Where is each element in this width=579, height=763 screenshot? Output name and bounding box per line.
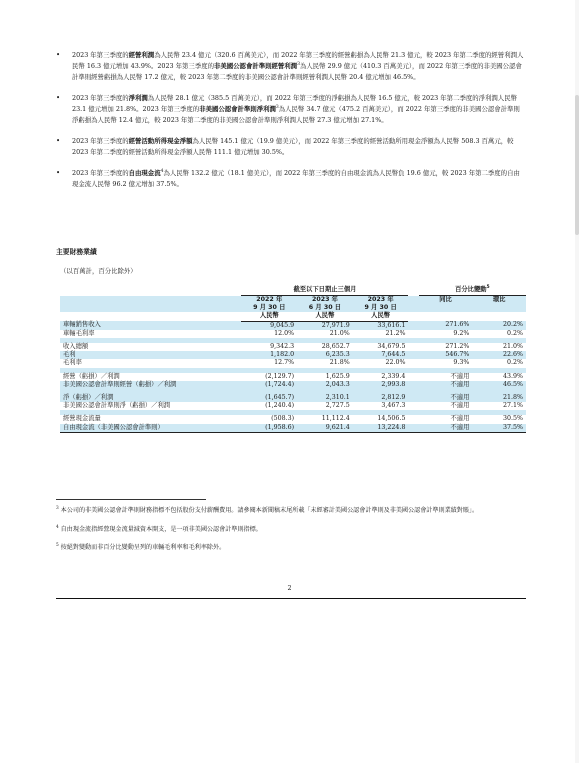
bullet-text: 為人民幣 23.4 億元（320.6 百萬美元），而 2022 年第三季度的經營虧損為人民幣 21.3 億元，較 2023 年第二季度的經營利潤人民幣 16.3 億元增加 43.9%。2023 年第三季度的 bbox=[72, 51, 524, 70]
cell-value: 2,812.9 bbox=[353, 394, 409, 402]
row-label: 收入總額 bbox=[63, 343, 89, 351]
bullet-text: 為人民幣 29.9 億元（410.3 百萬美元），而 2022 年第三季度的非美國公認會計準則經營虧損為人民幣 17.2 億元，較 2023 年第二季度的非美國公認會計準則經營利潤人民幣 20.4 億元增加 46.5%。 bbox=[72, 62, 522, 81]
bullet-text: 2023 年第三季度的 bbox=[72, 51, 129, 59]
cell-value: 34,679.5 bbox=[377, 343, 406, 351]
period-currency: 人民幣 bbox=[241, 312, 297, 321]
bullet-bold-term: 經營利潤 bbox=[128, 51, 155, 59]
unit-note: （以百萬計，百分比除外） bbox=[60, 267, 137, 275]
period-group-header: 截至以下日期止三個月 bbox=[241, 285, 408, 296]
cell-value: 12.0% bbox=[274, 329, 295, 337]
cell-qoq: 0.2% bbox=[507, 329, 523, 337]
footnote-3 bbox=[56, 506, 526, 517]
cell-qoq: 21.0% bbox=[502, 343, 523, 351]
bullet-free-cash-flow bbox=[56, 168, 526, 190]
cell-yoy: 不適用 bbox=[450, 372, 470, 380]
period-currency: 人民幣 bbox=[353, 312, 409, 321]
bullet-operating-cash bbox=[56, 136, 526, 158]
cell-value: 9,045.9 bbox=[241, 321, 297, 330]
table-row bbox=[60, 343, 526, 351]
bullet-text: 2023 年第三季度的 bbox=[72, 137, 129, 145]
scrollbar-thumb[interactable] bbox=[575, 95, 579, 235]
table-row bbox=[60, 321, 526, 330]
table-row bbox=[60, 381, 526, 389]
cell-yoy: 不適用 bbox=[419, 424, 473, 433]
cell-value: 13,224.8 bbox=[353, 424, 409, 433]
footnote-number: 5 bbox=[56, 542, 59, 548]
cell-value: (2,129.7) bbox=[265, 372, 295, 380]
bullet-operating-profit bbox=[56, 50, 526, 83]
period-date: 9 月 30 日 bbox=[241, 304, 297, 312]
cell-yoy: 不適用 bbox=[450, 402, 470, 410]
bullet-text: 為人民幣 132.2 億元（18.1 億美元），而 2022 年第三季度的自由現金流為人民幣負 19.6 億元，較 2023 年第二季度的自由現金流人民幣 96.2 億元增加 37.5%。 bbox=[72, 169, 520, 188]
footnotes bbox=[56, 506, 526, 562]
cell-value: 27,971.9 bbox=[297, 321, 353, 330]
cell-value: 21.2% bbox=[385, 329, 406, 337]
cell-yoy: 不適用 bbox=[450, 415, 470, 423]
bullet-bold-term: 經營活動所得現金淨額 bbox=[128, 137, 193, 145]
footnote-ref: 4 bbox=[160, 168, 164, 174]
cell-value: 33,616.1 bbox=[353, 321, 409, 330]
table-row bbox=[60, 424, 526, 433]
row-label: 自由現金流（非美國公認會計準則） bbox=[60, 424, 241, 433]
row-label: 非美國公認會計準則經營（虧損）／利潤 bbox=[60, 381, 241, 389]
cell-qoq: 43.9% bbox=[502, 372, 523, 380]
cell-value: 2,727.5 bbox=[325, 402, 350, 410]
footnote-ref: 3 bbox=[275, 104, 279, 110]
financial-results-table bbox=[60, 285, 526, 433]
cell-value: (1,645.7) bbox=[241, 394, 297, 402]
table-row bbox=[60, 330, 526, 338]
highlights-list bbox=[56, 50, 526, 200]
footnote-divider bbox=[56, 499, 206, 500]
footnote-number: 4 bbox=[56, 524, 59, 530]
cell-qoq: 22.6% bbox=[472, 351, 526, 359]
footnote-ref: 3 bbox=[297, 61, 300, 67]
yoy-header: 同比 bbox=[419, 296, 473, 305]
bullet-text: 2023 年第三季度的 bbox=[72, 169, 129, 177]
row-label: 淨（虧損）／利潤 bbox=[60, 394, 241, 402]
cell-value: (1,240.4) bbox=[265, 402, 295, 410]
row-label: 車輛銷售收入 bbox=[60, 321, 241, 330]
table-row bbox=[60, 359, 526, 367]
row-label: 毛利率 bbox=[63, 359, 82, 367]
cell-value: (1,724.4) bbox=[241, 381, 297, 389]
cell-value: 1,625.9 bbox=[325, 372, 350, 380]
row-label: 經營現金流量 bbox=[63, 415, 101, 423]
table-row bbox=[60, 351, 526, 359]
period-year: 2023 年 bbox=[353, 296, 409, 305]
cell-yoy: 不適用 bbox=[419, 394, 473, 402]
cell-value: 22.0% bbox=[385, 359, 406, 367]
cell-qoq: 21.8% bbox=[472, 394, 526, 402]
row-label: 毛利 bbox=[60, 351, 241, 359]
bullet-bold-term: 淨利潤 bbox=[128, 94, 148, 102]
cell-value: 7,644.5 bbox=[353, 351, 409, 359]
cell-value: 1,182.0 bbox=[241, 351, 297, 359]
table-date-header bbox=[60, 304, 526, 312]
cell-yoy: 271.2% bbox=[445, 343, 470, 351]
cell-value: 9,342.3 bbox=[270, 343, 295, 351]
footnote-text: 按絕對變動而非百分比變動呈列的車輛毛利率和毛利率除外。 bbox=[60, 544, 226, 551]
cell-yoy: 不適用 bbox=[419, 381, 473, 389]
bullet-bold-term: 非美國公認會計準則經營利潤 bbox=[214, 62, 298, 70]
cell-qoq: 46.5% bbox=[472, 381, 526, 389]
cell-yoy: 9.2% bbox=[453, 329, 470, 337]
footnote-ref: 5 bbox=[486, 284, 490, 290]
bullet-dot: • bbox=[56, 137, 61, 145]
cell-yoy: 271.6% bbox=[419, 321, 473, 330]
table-row bbox=[60, 394, 526, 402]
table-row bbox=[60, 402, 526, 410]
row-label: 經營（虧損）／利潤 bbox=[63, 372, 120, 380]
cell-value: 2,043.3 bbox=[297, 381, 353, 389]
period-year: 2023 年 bbox=[297, 296, 353, 305]
footnote-4 bbox=[56, 525, 526, 536]
period-date: 6 月 30 日 bbox=[297, 304, 353, 312]
table-body bbox=[60, 321, 526, 432]
cell-value: 12.7% bbox=[274, 359, 295, 367]
cell-value: 2,339.4 bbox=[381, 372, 406, 380]
cell-yoy: 546.7% bbox=[419, 351, 473, 359]
cell-qoq: 20.2% bbox=[472, 321, 526, 330]
table-row bbox=[60, 415, 526, 423]
bullet-net-profit bbox=[56, 93, 526, 126]
bullet-bold-term: 非美國公認會計準則淨利潤 bbox=[199, 105, 276, 113]
row-label: 非美國公認會計準則淨（虧損）／利潤 bbox=[63, 402, 171, 410]
bottom-rule bbox=[56, 598, 526, 599]
cell-value: 2,993.8 bbox=[353, 381, 409, 389]
bullet-text: 2023 年第三季度的 bbox=[72, 94, 129, 102]
change-group-header: 百分比變動$^5$ bbox=[419, 285, 526, 296]
table-row bbox=[60, 373, 526, 381]
qoq-header: 環比 bbox=[472, 296, 526, 305]
period-currency: 人民幣 bbox=[297, 312, 353, 321]
cell-value: (1,958.6) bbox=[241, 424, 297, 433]
cell-value: 28,652.7 bbox=[321, 343, 350, 351]
bullet-text: 為人民幣 145.1 億元（19.9 億美元），而 2022 年第三季度的經營活動所用現金淨額為人民幣 508.3 百萬元，較 2023 年第二季度的經營活動所得現金淨額人民幣 111.1 億元增加 30.5%。 bbox=[72, 137, 514, 156]
bullet-text: 為人民幣 28.1 億元（385.5 百萬美元），而 2022 年第三季度的淨虧損為人民幣 16.5 億元，較 2023 年第二季度的淨利潤人民幣 23.1 億元增加 21.8%。2023 年第三季度的 bbox=[72, 94, 517, 113]
cell-value: 11,112.4 bbox=[321, 415, 350, 423]
section-title: 主要財務業績 bbox=[56, 248, 97, 256]
bullet-dot: • bbox=[56, 169, 61, 177]
cell-value: 2,310.1 bbox=[297, 394, 353, 402]
cell-yoy: 9.3% bbox=[453, 359, 470, 367]
bullet-bold-term: 自由現金流 bbox=[128, 169, 161, 177]
footnote-text: 自由現金流指經營現金流量減資本開支，是一項非美國公認會計準則指標。 bbox=[60, 525, 262, 533]
table-year-header bbox=[60, 296, 526, 305]
cell-qoq: 30.5% bbox=[502, 415, 523, 423]
cell-qoq: 27.1% bbox=[502, 402, 523, 410]
bullet-dot: • bbox=[56, 51, 61, 59]
cell-qoq: 37.5% bbox=[472, 424, 526, 433]
cell-value: 21.8% bbox=[329, 359, 350, 367]
cell-qoq: 0.2% bbox=[507, 359, 523, 367]
cell-value: 6,235.3 bbox=[297, 351, 353, 359]
table-currency-header bbox=[60, 312, 526, 321]
page-number: 2 bbox=[287, 584, 292, 592]
bullet-dot: • bbox=[56, 94, 61, 102]
cell-value: 3,467.3 bbox=[381, 402, 406, 410]
bullet-text: 為人民幣 34.7 億元（475.2 百萬美元），而 2022 年第三季度的非美國公認會計準則淨虧損為人民幣 12.4 億元，較 2023 年第二季度的非美國公認會計準則淨利潤人民幣 27.3 億元增加 27.1%。 bbox=[72, 105, 520, 124]
footnote-5 bbox=[56, 543, 526, 554]
footnote-number: 3 bbox=[56, 505, 59, 511]
cell-value: 21.0% bbox=[329, 329, 350, 337]
row-label: 車輛毛利率 bbox=[63, 329, 95, 337]
period-year: 2022 年 bbox=[241, 296, 297, 305]
cell-value: (508.3) bbox=[271, 415, 295, 423]
cell-value: 9,621.4 bbox=[297, 424, 353, 433]
cell-value: 14,506.5 bbox=[377, 415, 406, 423]
table-group-header bbox=[60, 285, 526, 296]
period-date: 9 月 30 日 bbox=[353, 304, 409, 312]
footnote-text: 本公司的非美國公認會計準則財務指標不包括股份支付薪酬費用。請參閱本新聞稿末尾所載「未經審計美國公認會計準則及非美國公認會計準則業績對賬」。 bbox=[60, 507, 479, 514]
